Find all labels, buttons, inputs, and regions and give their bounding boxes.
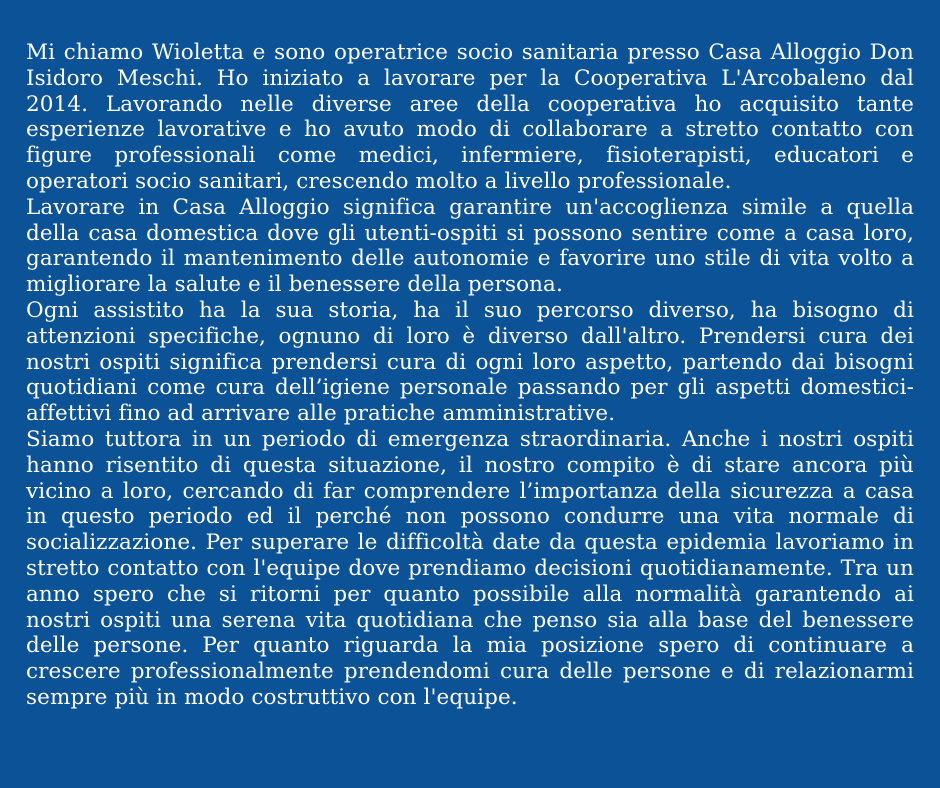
paragraph-assistiti: Ogni assistito ha la sua storia, ha il suo percorso diverso, ha bisogno di attenzioni specifiche, ognuno di loro è diverso dall'altro. Prendersi cura dei nostri ospiti significa prendersi cura di ogni loro aspetto, partendo dai bisogni quotidiani come cura dell’igiene personale passando per gli aspetti domestici-affettivi fino ad arrivare alle pratiche amministrative. xyxy=(26,297,914,427)
paragraph-casa-alloggio: Lavorare in Casa Alloggio significa garantire un'accoglienza simile a quella della casa domestica dove gli utenti-ospiti si possono sentire come a casa loro, garantendo il mantenimento delle autonomie e favorire uno stile di vita volto a migliorare la salute e il benessere della persona. xyxy=(26,194,914,298)
paragraph-emergenza: Siamo tuttora in un periodo di emergenza straordinaria. Anche i nostri ospiti hanno risentito di questa situazione, il nostro compito è di stare ancora più vicino a loro, cercando di far comprendere l’importanza della sicurezza a casa in questo periodo ed il perché non possono condurre una vita normale di socializzazione. Per superare le difficoltà date da questa epidemia lavoriamo in stretto contatto con l'equipe dove prendiamo decisioni quotidianamente. Tra un anno spero che si ritorni per quanto possibile alla normalità garantendo ai nostri ospiti una serena vita quotidiana che penso sia alla base del benessere delle persone. Per quanto riguarda la mia posizione spero di continuare a crescere professionalmente prendendomi cura delle persone e di relazionarmi sempre più in modo costruttivo con l'equipe. xyxy=(26,426,914,710)
testimonial-text xyxy=(26,40,914,711)
paragraph-introduction: Mi chiamo Wioletta e sono operatrice socio sanitaria presso Casa Alloggio Don Isidoro Meschi. Ho iniziato a lavorare per la Cooperativa L'Arcobaleno dal 2014. Lavorando nelle diverse aree della cooperativa ho acquisito tante esperienze lavorative e ho avuto modo di collaborare a stretto contatto con figure professionali come medici, infermiere, fisioterapisti, educatori e operatori socio sanitari, crescendo molto a livello professionale. xyxy=(26,40,914,194)
